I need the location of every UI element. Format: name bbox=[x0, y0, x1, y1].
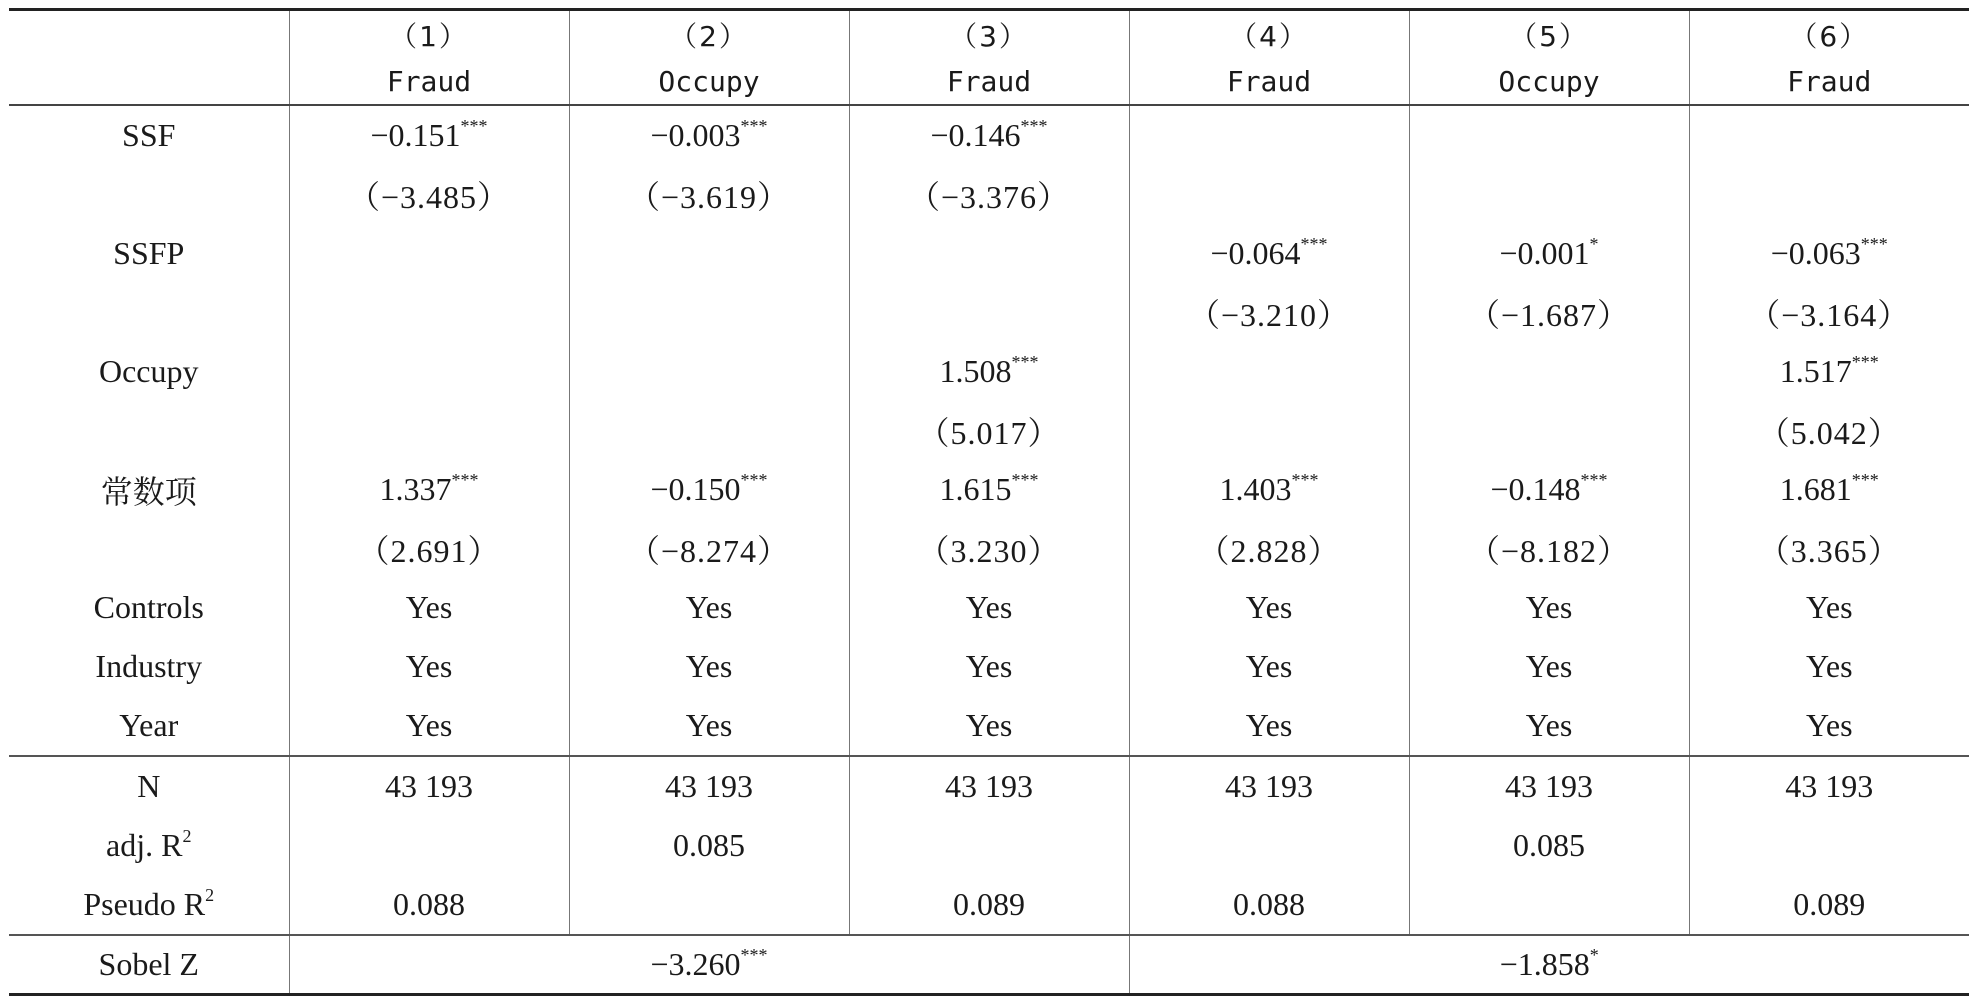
significance-stars: *** bbox=[1851, 470, 1879, 490]
coef-value: 1.517 bbox=[1779, 353, 1852, 389]
yes-cell: Yes bbox=[1129, 578, 1409, 637]
fit-cell: 0.088 bbox=[1129, 875, 1409, 935]
significance-stars: *** bbox=[1851, 352, 1879, 372]
yes-cell: Yes bbox=[569, 637, 849, 696]
fit-cell bbox=[1689, 816, 1969, 875]
coef-cell bbox=[569, 460, 849, 519]
column-number: （5） bbox=[1409, 10, 1689, 59]
significance-stars: * bbox=[1589, 234, 1599, 254]
t-stat-cell bbox=[289, 283, 569, 342]
fit-cell: 43 193 bbox=[1689, 756, 1969, 816]
dependent-variable: Fraud bbox=[1689, 58, 1969, 105]
fit-cell bbox=[289, 816, 569, 875]
significance-stars: *** bbox=[740, 116, 768, 136]
yes-cell: Yes bbox=[289, 696, 569, 756]
yes-cell: Yes bbox=[1805, 648, 1853, 684]
t-stat-cell bbox=[1129, 401, 1409, 460]
t-stat-cell: （2.828） bbox=[1129, 519, 1409, 578]
fit-cell: 0.089 bbox=[1793, 886, 1866, 922]
fit-cell: 43 193 bbox=[1129, 756, 1409, 816]
significance-stars: *** bbox=[1300, 234, 1328, 254]
row-label-blank bbox=[9, 165, 289, 224]
coef-value: 1.337 bbox=[379, 471, 452, 507]
coef-value: −0.063 bbox=[1770, 235, 1861, 271]
t-stat-cell: （−3.164） bbox=[1748, 296, 1911, 333]
t-stat-cell: （5.042） bbox=[1757, 414, 1901, 451]
row-label: Occupy bbox=[9, 342, 289, 401]
yes-cell: Yes bbox=[849, 578, 1129, 637]
coef-cell bbox=[289, 460, 569, 519]
coef-cell bbox=[1129, 342, 1409, 401]
coef-cell bbox=[849, 460, 1129, 519]
t-stat-cell bbox=[1409, 401, 1689, 460]
coef-cell bbox=[1409, 105, 1689, 165]
superscript: 2 bbox=[182, 826, 192, 846]
t-stat-cell: （−8.274） bbox=[569, 519, 849, 578]
fit-label: N bbox=[137, 768, 161, 804]
coef-cell bbox=[1129, 105, 1409, 165]
coef-value: 1.681 bbox=[1779, 471, 1852, 507]
tstat-row-occupy bbox=[9, 401, 1969, 460]
superscript: 2 bbox=[205, 885, 215, 905]
fit-cell: 0.085 bbox=[569, 816, 849, 875]
t-stat-cell: （−3.376） bbox=[849, 165, 1129, 224]
coef-value: −0.064 bbox=[1210, 235, 1301, 271]
t-stat-cell bbox=[849, 283, 1129, 342]
coef-cell bbox=[289, 342, 569, 401]
coef-value: 1.403 bbox=[1219, 471, 1292, 507]
yes-cell: Yes bbox=[569, 578, 849, 637]
row-label: 常数项 bbox=[9, 460, 289, 519]
coef-cell bbox=[849, 224, 1129, 283]
sobel-left-cell bbox=[289, 935, 1129, 995]
coef-value: −0.146 bbox=[930, 117, 1021, 153]
coef-row-occupy bbox=[9, 342, 1969, 401]
coef-value: −0.003 bbox=[650, 117, 741, 153]
row-label: Controls bbox=[9, 578, 289, 637]
coef-cell bbox=[289, 105, 569, 165]
fit-row-adj_r2 bbox=[9, 816, 1969, 875]
sobel-right-stars: * bbox=[1589, 945, 1599, 965]
t-stat-cell bbox=[569, 283, 849, 342]
t-stat-cell: （5.017） bbox=[849, 401, 1129, 460]
dependent-variable: Fraud bbox=[1129, 58, 1409, 105]
row-label: SSF bbox=[9, 105, 289, 165]
fit-cell: 43 193 bbox=[289, 756, 569, 816]
yes-cell: Yes bbox=[289, 578, 569, 637]
t-stat-cell: （−1.687） bbox=[1409, 283, 1689, 342]
row-label-pseudo_r2 bbox=[9, 875, 289, 935]
fit-cell: 0.088 bbox=[289, 875, 569, 935]
yes-cell: Yes bbox=[1129, 696, 1409, 756]
yes-cell: Yes bbox=[849, 696, 1129, 756]
column-number-row bbox=[9, 10, 1969, 59]
coef-cell bbox=[849, 342, 1129, 401]
tstat-row-const bbox=[9, 519, 1969, 578]
t-stat-cell: （−3.619） bbox=[569, 165, 849, 224]
coef-row-ssf bbox=[9, 105, 1969, 165]
dependent-variable: Occupy bbox=[569, 58, 849, 105]
tstat-row-ssf bbox=[9, 165, 1969, 224]
header-corner-lower bbox=[9, 58, 289, 105]
dependent-variable: Fraud bbox=[289, 58, 569, 105]
fit-cell: 43 193 bbox=[1409, 756, 1689, 816]
sobel-row bbox=[9, 935, 1969, 995]
t-stat-cell: （−8.182） bbox=[1409, 519, 1689, 578]
coef-cell bbox=[569, 224, 849, 283]
dependent-variable-row bbox=[9, 58, 1969, 105]
coef-value: −0.148 bbox=[1490, 471, 1581, 507]
coef-value: 1.615 bbox=[939, 471, 1012, 507]
coef-cell bbox=[1689, 460, 1969, 519]
fit-row-n bbox=[9, 756, 1969, 816]
t-stat-cell: （2.691） bbox=[289, 519, 569, 578]
yes-cell: Yes bbox=[1805, 589, 1853, 625]
column-number: （4） bbox=[1129, 10, 1409, 59]
coef-row-ssfp bbox=[9, 224, 1969, 283]
coef-cell bbox=[289, 224, 569, 283]
fit-cell: 43 193 bbox=[569, 756, 849, 816]
header-corner bbox=[9, 10, 289, 59]
column-number: （1） bbox=[289, 10, 569, 59]
fit-cell: 0.085 bbox=[1409, 816, 1689, 875]
yes-cell: Yes bbox=[1805, 707, 1853, 743]
significance-stars: *** bbox=[1011, 470, 1039, 490]
fit-cell bbox=[1129, 816, 1409, 875]
row-label-sobel: Sobel Z bbox=[9, 935, 289, 995]
fit-label: Pseudo R bbox=[83, 886, 206, 922]
row-label-blank bbox=[9, 519, 289, 578]
sobel-right-value: −1.858 bbox=[1499, 946, 1590, 982]
coef-value: −0.151 bbox=[370, 117, 461, 153]
coef-value: 1.508 bbox=[939, 353, 1012, 389]
coef-cell bbox=[1129, 460, 1409, 519]
coef-value: −0.150 bbox=[650, 471, 741, 507]
t-stat-cell bbox=[1689, 165, 1969, 224]
significance-stars: *** bbox=[740, 470, 768, 490]
significance-stars: *** bbox=[1291, 470, 1319, 490]
t-stat-cell: （−3.210） bbox=[1129, 283, 1409, 342]
yes-cell: Yes bbox=[1409, 578, 1689, 637]
t-stat-cell bbox=[1409, 165, 1689, 224]
yes-cell: Yes bbox=[849, 637, 1129, 696]
coef-cell bbox=[569, 105, 849, 165]
significance-stars: *** bbox=[1860, 234, 1888, 254]
significance-stars: *** bbox=[451, 470, 479, 490]
fit-cell bbox=[1409, 875, 1689, 935]
control-row-industry bbox=[9, 637, 1969, 696]
control-row-controls bbox=[9, 578, 1969, 637]
fit-label: adj. R bbox=[106, 827, 183, 863]
yes-cell: Yes bbox=[1129, 637, 1409, 696]
row-label: SSFP bbox=[9, 224, 289, 283]
regression-table bbox=[9, 8, 1969, 996]
yes-cell: Yes bbox=[1409, 696, 1689, 756]
significance-stars: *** bbox=[1580, 470, 1608, 490]
t-stat-cell bbox=[289, 401, 569, 460]
fit-cell bbox=[569, 875, 849, 935]
coef-cell bbox=[1689, 105, 1969, 165]
row-label: Industry bbox=[9, 637, 289, 696]
significance-stars: *** bbox=[460, 116, 488, 136]
column-number: （2） bbox=[569, 10, 849, 59]
row-label-n bbox=[9, 756, 289, 816]
yes-cell: Yes bbox=[1409, 637, 1689, 696]
significance-stars: *** bbox=[1011, 352, 1039, 372]
column-number: （6） bbox=[1689, 10, 1969, 59]
row-label-blank bbox=[9, 401, 289, 460]
t-stat-cell: （3.365） bbox=[1757, 532, 1901, 569]
row-label: Year bbox=[9, 696, 289, 756]
coef-row-const bbox=[9, 460, 1969, 519]
yes-cell: Yes bbox=[289, 637, 569, 696]
tstat-row-ssfp bbox=[9, 283, 1969, 342]
dependent-variable: Fraud bbox=[849, 58, 1129, 105]
fit-cell bbox=[849, 816, 1129, 875]
t-stat-cell: （−3.485） bbox=[289, 165, 569, 224]
sobel-left-stars: *** bbox=[740, 945, 768, 965]
coef-cell bbox=[569, 342, 849, 401]
fit-cell: 43 193 bbox=[849, 756, 1129, 816]
yes-cell: Yes bbox=[569, 696, 849, 756]
column-number: （3） bbox=[849, 10, 1129, 59]
row-label-adj_r2 bbox=[9, 816, 289, 875]
significance-stars: *** bbox=[1020, 116, 1048, 136]
dependent-variable: Occupy bbox=[1409, 58, 1689, 105]
coef-value: −0.001 bbox=[1499, 235, 1590, 271]
t-stat-cell: （3.230） bbox=[849, 519, 1129, 578]
coef-cell bbox=[1689, 224, 1969, 283]
control-row-year bbox=[9, 696, 1969, 756]
table-header bbox=[9, 10, 1969, 106]
fit-statistics-body bbox=[9, 756, 1969, 935]
coef-cell bbox=[1129, 224, 1409, 283]
sobel-body bbox=[9, 935, 1969, 995]
coef-cell bbox=[849, 105, 1129, 165]
fit-cell: 0.089 bbox=[849, 875, 1129, 935]
t-stat-cell bbox=[1129, 165, 1409, 224]
coef-cell bbox=[1409, 460, 1689, 519]
sobel-right-cell bbox=[1129, 935, 1969, 995]
fit-row-pseudo_r2 bbox=[9, 875, 1969, 935]
row-label-blank bbox=[9, 283, 289, 342]
sobel-left-value: −3.260 bbox=[650, 946, 741, 982]
coef-cell bbox=[1409, 224, 1689, 283]
coefficients-body bbox=[9, 105, 1969, 756]
coef-cell bbox=[1409, 342, 1689, 401]
coef-cell bbox=[1689, 342, 1969, 401]
t-stat-cell bbox=[569, 401, 849, 460]
